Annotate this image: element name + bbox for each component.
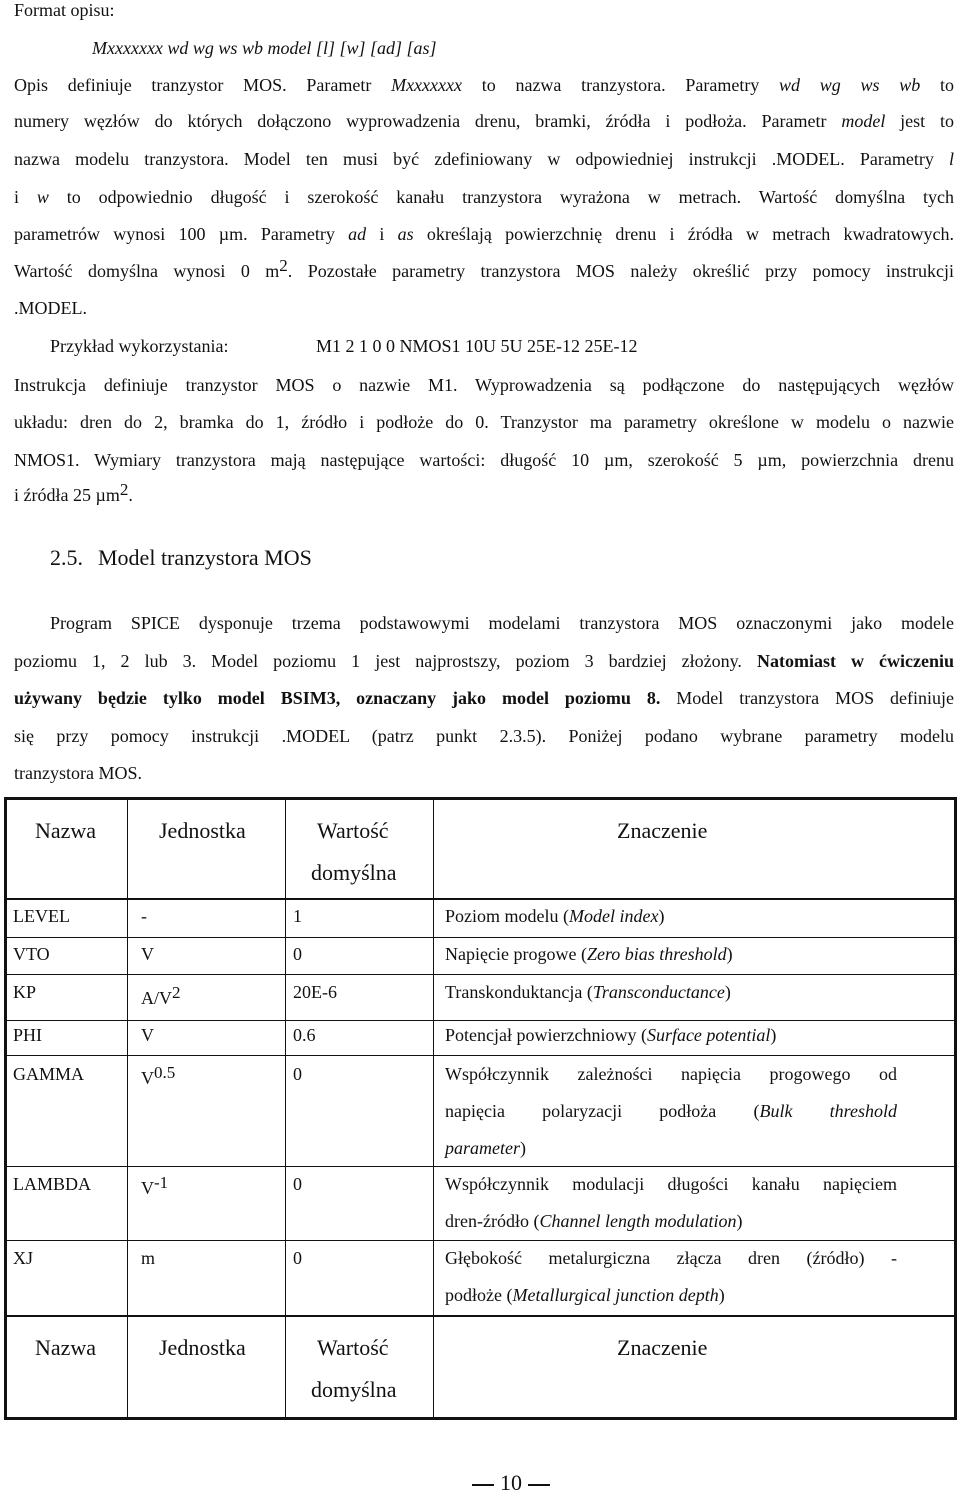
row-unit: m <box>141 1248 156 1268</box>
para1-line2: numery węzłów do których dołączono wyprowadzenia drenu, bramki, źródła i podłoża. Parametr model jest to <box>14 111 955 131</box>
section-title: Model tranzystora MOS <box>98 545 312 570</box>
footer-wartosc: Wartość <box>317 1335 389 1360</box>
table-vline <box>285 800 286 1417</box>
row-default: 0 <box>293 1174 302 1194</box>
desc-line: Głębokość metalurgiczna złącza dren (źródło) - <box>445 1248 897 1268</box>
header-jednostka: Jednostka <box>159 818 246 843</box>
table-hline <box>7 898 954 900</box>
row-desc: Napięcie progowe (Zero bias threshold) <box>445 944 733 964</box>
para1-line1: Opis definiuje tranzystor MOS. Parametr Mxxxxxxx to nazwa tranzystora. Parametry wd wg ws wb to <box>14 75 954 95</box>
row-desc: Potencjał powierzchniowy (Surface potential) <box>445 1025 777 1045</box>
para3-line1: Program SPICE dysponuje trzema podstawowymi modelami tranzystora MOS oznaczonymi jako modele <box>50 613 954 633</box>
footer-domyslna: domyślna <box>311 1377 397 1402</box>
desc-line: Współczynnik modulacji długości kanału napięciem <box>445 1174 897 1194</box>
desc-line: parameter) <box>445 1138 526 1158</box>
footer-jednostka: Jednostka <box>159 1335 246 1360</box>
header-wartosc: Wartość <box>317 818 389 843</box>
parameter-table <box>4 797 957 1420</box>
para1-line4: i w to odpowiednio długość i szerokość kanału tranzystora wyrażona w metrach. Wartość domyślna tych <box>14 187 954 207</box>
row-unit: V-1 <box>141 1173 169 1198</box>
row-name: VTO <box>13 944 50 964</box>
table-vline <box>127 800 128 1417</box>
row-default: 0 <box>293 1248 302 1268</box>
syntax-line: Mxxxxxxx wd wg ws wb model [l] [w] [ad] [as] <box>92 38 437 58</box>
example-code: M1 2 1 0 0 NMOS1 10U 5U 25E-12 25E-12 <box>316 336 638 356</box>
row-unit: V <box>141 1025 154 1045</box>
table-hline <box>7 1020 954 1021</box>
desc-line: napięcia polaryzacji podłoża (Bulk threshold <box>445 1101 897 1121</box>
row-default: 1 <box>293 906 302 926</box>
row-desc <box>445 1240 897 1314</box>
row-name: GAMMA <box>13 1064 85 1084</box>
row-name: PHI <box>13 1025 43 1045</box>
row-default: 20E-6 <box>293 982 337 1002</box>
para1-line7: .MODEL. <box>14 298 87 318</box>
row-desc: Poziom modelu (Model index) <box>445 906 665 926</box>
row-unit: V <box>141 944 154 964</box>
table-hline <box>7 1315 954 1317</box>
table-vline <box>433 800 434 1417</box>
para2-line4: i źródła 25 µm2. <box>14 480 133 505</box>
footer-nazwa: Nazwa <box>35 1335 97 1360</box>
row-default: 0 <box>293 1064 302 1084</box>
desc-line: podłoże (Metallurgical junction depth) <box>445 1285 725 1305</box>
para2-line1: Instrukcja definiuje tranzystor MOS o nazwie M1. Wyprowadzenia są podłączone do następujących węzłów <box>14 375 954 395</box>
row-desc: Transkonduktancja (Transconductance) <box>445 982 731 1002</box>
desc-line: Współczynnik zależności napięcia progowego od <box>445 1064 897 1084</box>
table-hline <box>7 937 954 938</box>
table-hline <box>7 974 954 975</box>
format-heading: Format opisu: <box>14 0 115 20</box>
para3-line3: używany będzie tylko model BSIM3, oznaczany jako model poziomu 8. Model tranzystora MOS definiuje <box>14 688 954 708</box>
row-unit: A/V2 <box>141 983 181 1008</box>
row-unit: - <box>141 906 147 926</box>
section-number: 2.5. <box>50 545 83 570</box>
para1-line6: Wartość domyślna wynosi 0 m2. Pozostałe parametry tranzystora MOS należy określić przy pomocy instrukcji <box>14 256 954 281</box>
row-default: 0.6 <box>293 1025 316 1045</box>
page-number: 10 <box>466 1470 556 1496</box>
header-nazwa: Nazwa <box>35 818 97 843</box>
row-desc <box>445 1166 897 1240</box>
example-label: Przykład wykorzystania: <box>50 336 229 356</box>
para3-line4: się przy pomocy instrukcji .MODEL (patrz punkt 2.3.5). Poniżej podano wybrane parametry modelu <box>14 726 954 746</box>
header-domyslna: domyślna <box>311 860 397 885</box>
row-default: 0 <box>293 944 302 964</box>
row-name: LAMBDA <box>13 1174 92 1194</box>
header-znaczenie: Znaczenie <box>617 818 708 843</box>
desc-line: dren-źródło (Channel length modulation) <box>445 1211 743 1231</box>
para3-line5: tranzystora MOS. <box>14 763 142 783</box>
para3-line2: poziomu 1, 2 lub 3. Model poziomu 1 jest najprostszy, poziom 3 bardziej złożony. Natomiast w ćwiczeniu <box>14 651 954 671</box>
row-desc <box>445 1056 897 1167</box>
para1-line5: parametrów wynosi 100 µm. Parametry ad i as określają powierzchnię drenu i źródła w metrach kwadratowych. <box>14 224 954 244</box>
footer-znaczenie: Znaczenie <box>617 1335 708 1360</box>
row-unit: V0.5 <box>141 1063 176 1088</box>
para2-line3: NMOS1. Wymiary tranzystora mają następujące wartości: długość 10 µm, szerokość 5 µm, powierzchnia drenu <box>14 450 954 470</box>
row-name: XJ <box>13 1248 34 1268</box>
row-name: KP <box>13 982 37 1002</box>
para2-line2: układu: dren do 2, bramka do 1, źródło i podłoże do 0. Tranzystor ma parametry określone w modelu o nazwie <box>14 412 954 432</box>
para1-line3: nazwa modelu tranzystora. Model ten musi być zdefiniowany w odpowiedniej instrukcji .MODEL. Parametry l <box>14 149 954 169</box>
row-name: LEVEL <box>13 906 70 926</box>
